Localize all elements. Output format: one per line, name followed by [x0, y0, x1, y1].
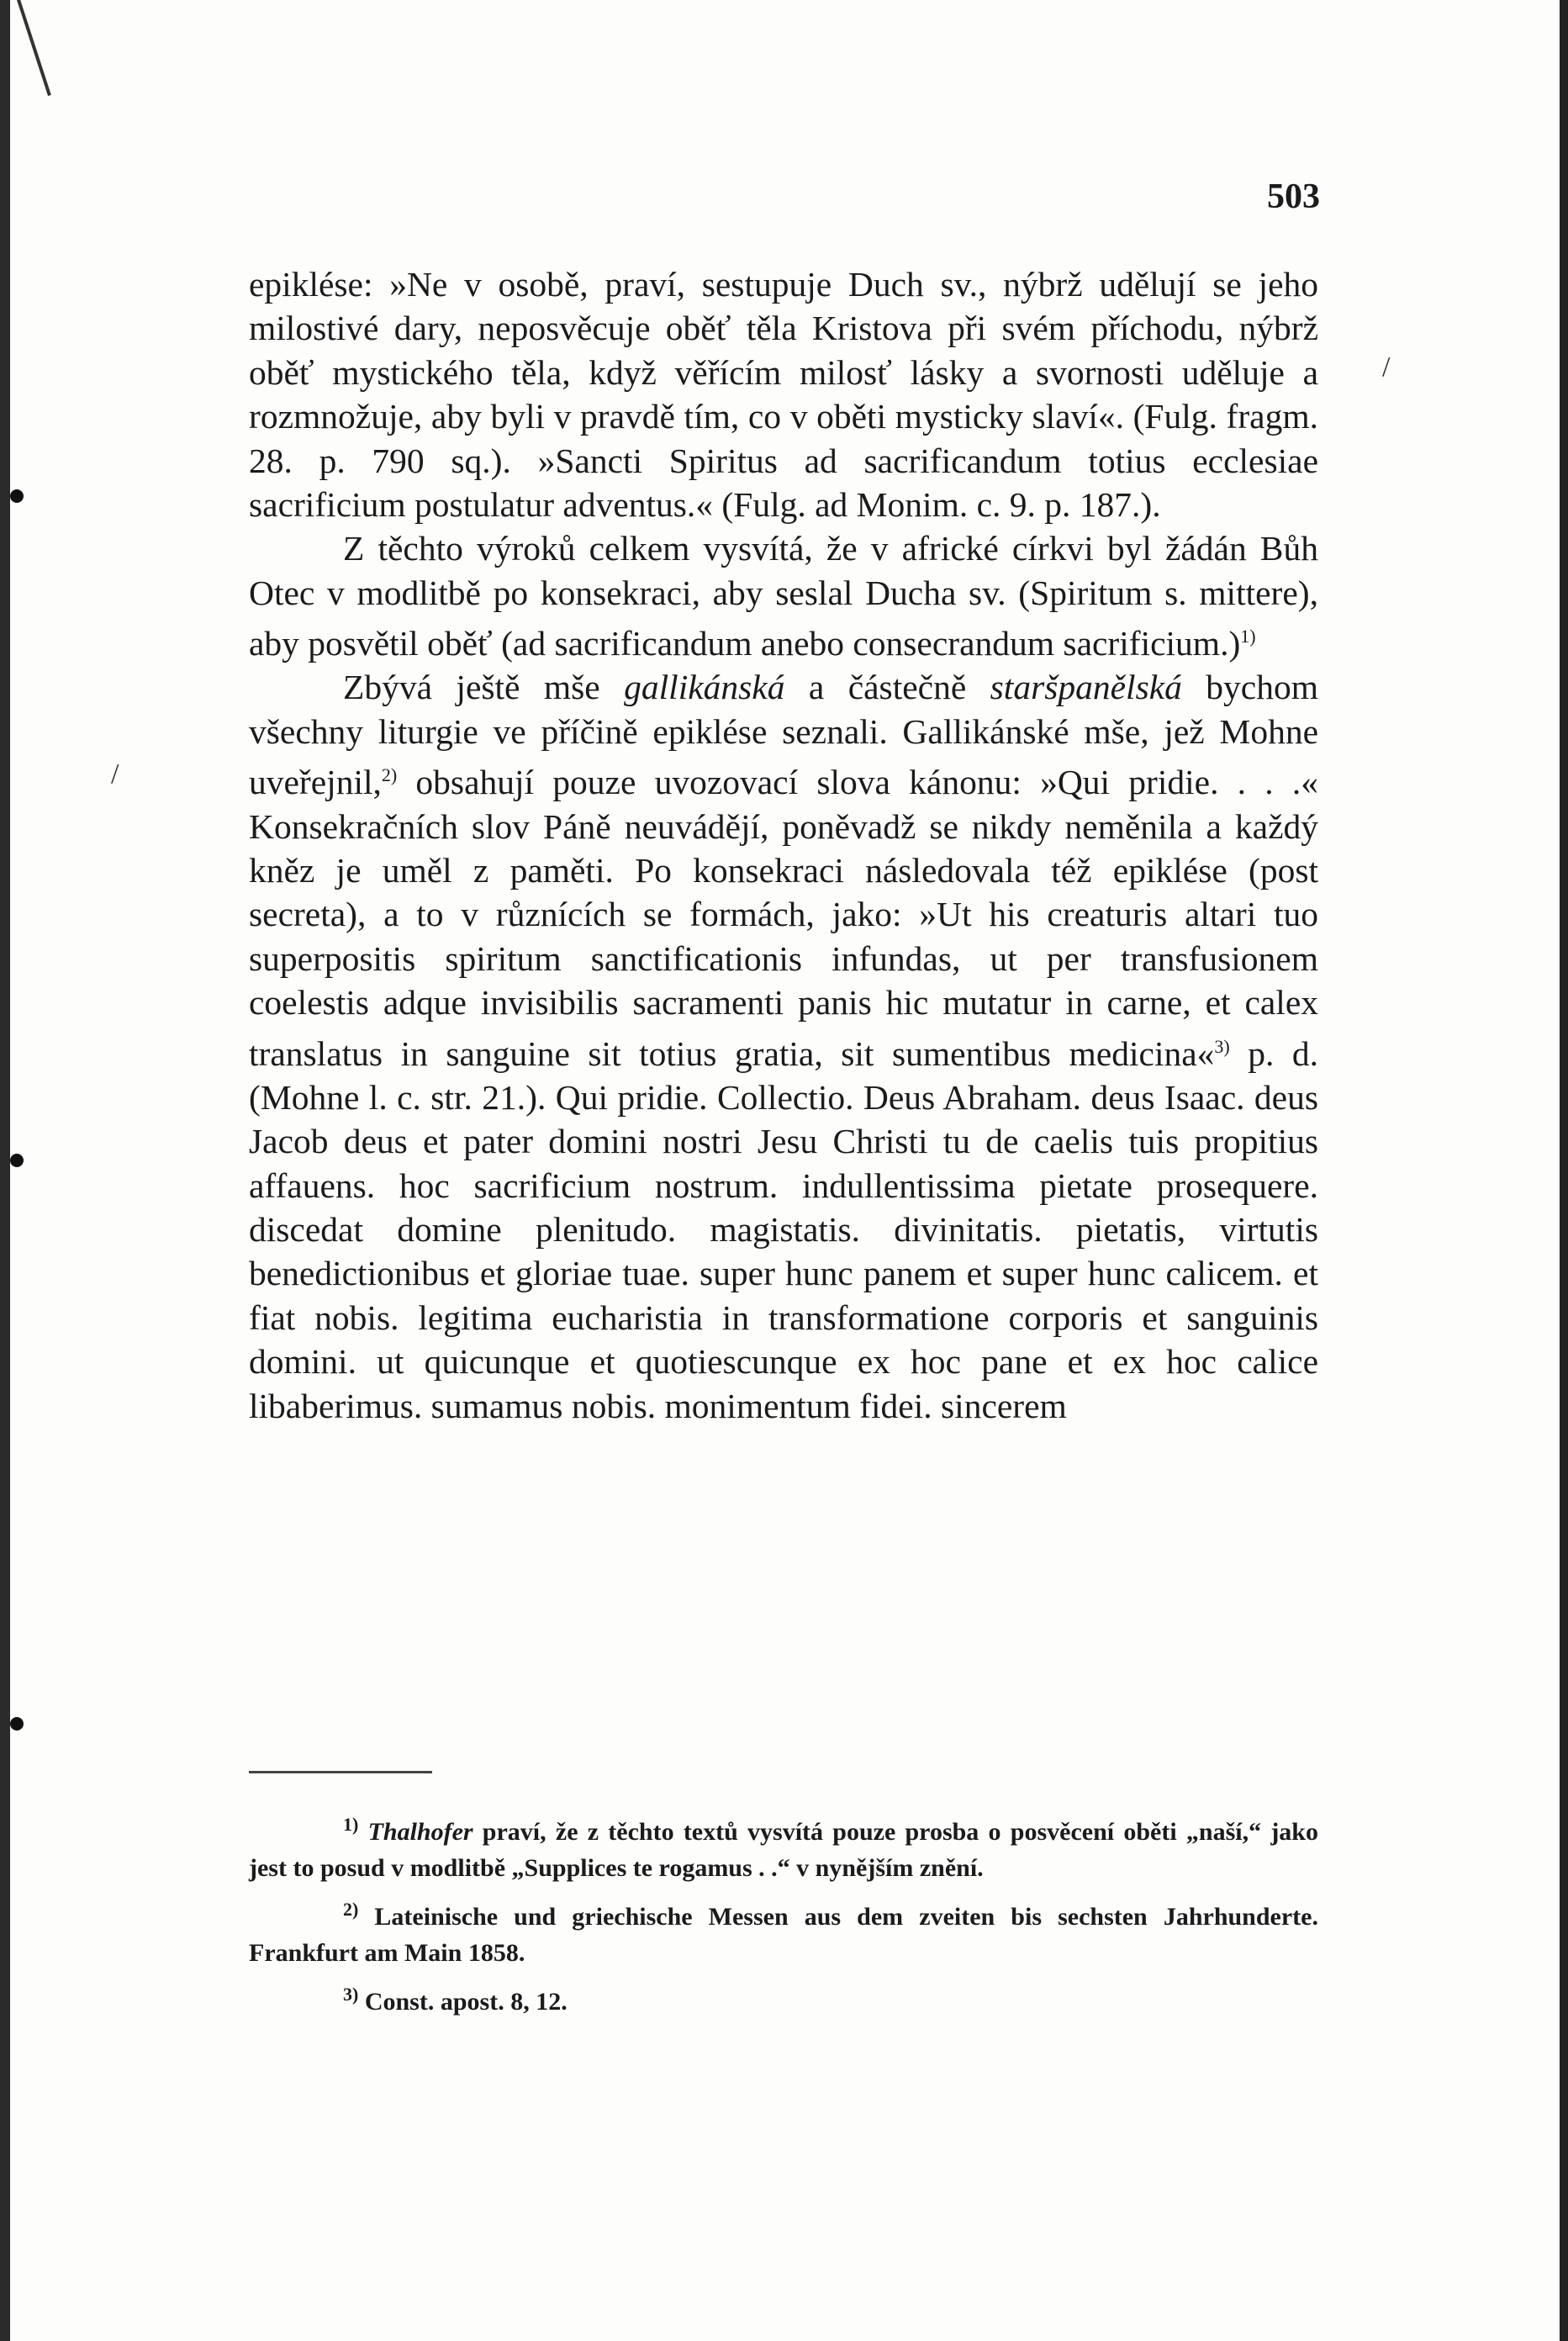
margin-pencil-mark: /	[1382, 351, 1391, 383]
footnote-author: Thalhofer	[367, 1818, 473, 1846]
scan-edge-left	[0, 0, 10, 2341]
main-text	[249, 262, 1318, 1428]
margin-pencil-mark: /	[111, 758, 119, 790]
scan-scratch	[17, 0, 51, 96]
emphasis: gallikánská	[624, 668, 785, 707]
binding-hole	[10, 1154, 24, 1167]
footnote-mark: 3)	[343, 1984, 359, 2005]
page-number: 503	[1267, 177, 1320, 216]
footnote	[249, 1976, 1318, 2020]
emphasis: staršpanělská	[990, 668, 1182, 707]
footnote	[249, 1806, 1318, 1886]
footnote-mark: 1)	[343, 1814, 359, 1835]
paragraph-text: obsahují pouze uvozovací slova kánonu: »Qui pridie. . . .« Konsekračních slov Páně neuvádějí, poněvadž se nikdy neměnila a každý kněz je uměl z paměti. Po konsekraci následovala též epiklése (post secreta), a to v různících se formách, jako: »Ut his creaturis altari tuo superpositis spiritum sanctificationis infundas, ut per transfusionem coelestis adque invisibilis sacramenti panis hic mutatur in carne, et calex translatus in sanguine sit totius gratia, sit sumentibus medicina«	[249, 763, 1318, 1073]
footnote-mark: 2)	[343, 1899, 359, 1920]
binding-hole	[10, 489, 24, 503]
paragraph: epiklése: »Ne v osobě, praví, sestupuje Duch sv., nýbrž udělují se jeho milostivé dary, neposvěcuje oběť těla Kristova při svém příchodu, nýbrž oběť mystického těla, když věřícím milosť lásky a svornosti uděluje a rozmnožuje, aby byli v pravdě tím, co v oběti mysticky slaví«. (Fulg. fragm. 28. p. 790 sq.). »Sancti Spiritus ad sacrificandum totius ecclesiae sacrificium postulatur adventus.« (Fulg. ad Monim. c. 9. p. 187.).	[249, 265, 1318, 525]
footnote-text: Lateinische und griechische Messen aus dem zveiten bis sechsten Jahrhunderte. Frankfurt am Main 1858.	[249, 1903, 1318, 1967]
footnote-text: Const. apost. 8, 12.	[358, 1988, 568, 2016]
footnotes	[249, 1806, 1318, 2025]
footnote-ref: 2)	[381, 764, 398, 786]
paragraph	[249, 665, 1318, 1428]
binding-hole	[10, 1717, 24, 1731]
footnote-ref: 3)	[1214, 1035, 1230, 1057]
paragraph	[249, 526, 1318, 665]
paragraph-text: p. d. (Mohne l. c. str. 21.). Qui pridie. Collectio. Deus Abraham. deus Isaac. deus Jacob deus et pater domini nostri Jesu Christi tu de caelis tuis propitius affauens. hoc sacrificium nostrum. indullentissima pietate prosequere. discedat domine plenitudo. magistatis. divinitatis. pietatis, virtutis benedictionibus et gloriae tuae. super hunc panem et super hunc calicem. et fiat nobis. legitima eucharistia in transformatione corporis et sanguinis domini. ut quicunque et quotiescunque ex hoc pane et ex hoc calice libaberimus. sumamus nobis. monimentum fidei. sincerem	[249, 1033, 1318, 1425]
footnote-ref: 1)	[1240, 626, 1256, 647]
scan-edge-right	[1560, 0, 1568, 2341]
footnote-divider	[249, 1771, 432, 1773]
paragraph-text: bychom všechny liturgie ve příčině epiklése seznali. Gallikánské mše, jež Mohne uveřejnil,	[249, 668, 1319, 802]
paragraph-text: a částečně	[784, 668, 990, 707]
footnote	[249, 1891, 1318, 1971]
paragraph-text: Z těchto výroků celkem vysvítá, že v africké církvi byl žádán Bůh Otec v modlitbě po konsekraci, aby seslal Ducha sv. (Spiritum s. mittere), aby posvětil oběť (ad sacrificandum anebo consecrandum sacrificium.)	[249, 529, 1318, 663]
footnote-text: praví, že z těchto textů vysvítá pouze prosba o posvěcení oběti „naší,“ jako jest to posud v modlitbě „Supplices te rogamus . .“ v nynějším znění.	[249, 1818, 1318, 1882]
paragraph-text: Zbývá ještě mše	[343, 668, 625, 707]
